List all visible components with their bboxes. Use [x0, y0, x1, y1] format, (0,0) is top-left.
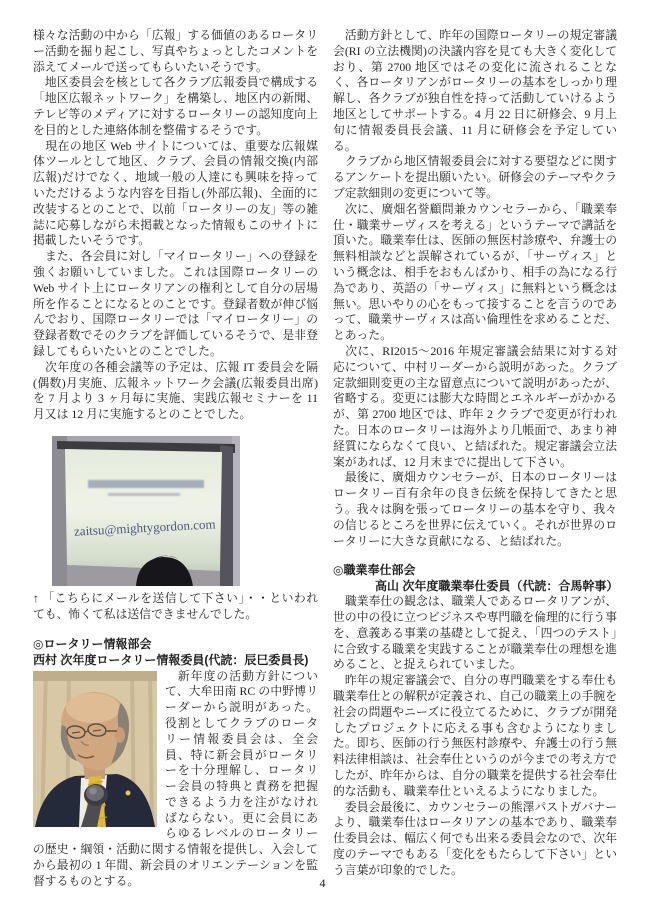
paragraph: 様々な活動の中から「広報」する価値のあるロータリー活動を掘り起こし、写真やちょっとしたコメントを添えてメールで送ってもらいたいそうです。	[33, 28, 318, 74]
rotary-info-section-body	[33, 669, 318, 890]
section-subheading-rotary-info: 西村 次年度ロータリー情報委員(代読：辰巳委員長)	[33, 652, 309, 667]
right-column	[333, 28, 617, 890]
projection-screen	[65, 449, 222, 571]
screen-email-text: zaitsu@mightygordon.com	[73, 516, 216, 539]
lapel-pin	[126, 790, 131, 795]
paragraph: 次年度の各種会議等の予定は、広報 IT 委員会を隔(偶数)月実施、広報ネットワーク会議(広報委員出席)を 7 月より 3 ヶ月毎に実施、実践広報セミナーを 11 月又は 12 月に実施するとのことでした。	[33, 359, 318, 422]
left-column	[33, 28, 318, 890]
paragraph: また、各会員に対し「マイロータリー」への登録を強くお願いしていました。これは国際ロータリーの Web サイト上にロータリアンの権利として自分の居場所を作ることになるとのことです。登録者数が伸び悩んでおり、国際ロータリーでは「マイロータリー」の登録者数でそのクラブを評価しているそうで、是非登録してもらいたいとのことでした。	[33, 249, 318, 358]
section-heading-vocational-service: ◎職業奉仕部会	[333, 563, 416, 578]
paragraph: 現在の地区 Web サイトについては、重要な広報媒体ツールとして地区、クラブ、会員の情報交換(内部広報)だけでなく、地域一般の人達にも興味を持っていただけるような内容を目指し(外部広報)、全面的に改装するとのことで、以前「ロータリーの友」等の雑誌に応募しながら未掲載となった情報もこのサイトに掲載したいそうです。	[33, 138, 318, 248]
paragraph: 次に、RI2015～2016 年規定審議会結果に対する対応について、中村リーダーから説明があった。クラブ定款細則変更の主な留意点について説明があったが、省略する。変更には膨大な時間とエネルギーがかかるが、第 2700 地区では、昨年 2 クラブで変更が行われた。日本のロータリーは海外より几帳面で、あまり神経質にならなくて良い、と結ばれた。規定審議会立法案があれば、12 月末までに提出して下さい。	[333, 343, 617, 469]
projector-screen-photo	[52, 436, 240, 586]
photo-caption: ↑ 「こちらにメールを送信して下さい」・・といわれても、怖くて私は送信できませんでした。	[33, 590, 318, 621]
rotary-info-body-text: 新年度の活動方針について、大牟田南 RC の中野博リーダーから説明があった。役割としてクラブのロータリー情報委員会は、全会員、特に新会員がロータリーを十分理解し、ロータリー会員の特典と責務を把握できるよう力を注がなければならない。更に会員にあらゆるレベルのロータリーの歴史・綱領・活動に関する情報を提供し、入会してから最初の 1 年間、新会員のオリエンテーションを監督するものとする。	[33, 668, 318, 888]
two-column-layout	[33, 28, 617, 890]
section-subheading-vocational-service: 高山 次年度職業奉仕委員（代読：合馬幹事）	[375, 579, 619, 594]
paragraph: 地区委員会を核として各クラブ広報委員で構成する「地区広報ネットワーク」を構築し、地区内の新聞、テレビ等のメディアに対するロータリーの認知度向上を目的とした連絡体制を整備するそうです。	[33, 75, 318, 137]
paragraph: 活動方針として、昨年の国際ロータリーの規定審議会(RI の立法機関)の決議内容を見ても大きく変化しており、第 2700 地区ではその変化に流されることなく、各ロータリアンがロータリーの基本をしっかり理解し、各クラブが独自性を持って活動していけるよう地区としてサポートする。4 月 22 日に研修会、9 月上旬に情報委員長会議、11 月に研修会を予定している。	[333, 28, 617, 153]
paragraph: 委員会最後に、カウンセラーの熊澤パストガバナーより、職業奉仕はロータリアンの基本であり、職業奉仕委員会は、幅広く何でも出来る委員会なので、次年度のテーマでもある「変化をもたらして下さい」という言葉が印象的でした。	[333, 799, 617, 877]
page-number: 4	[319, 876, 326, 890]
paragraph: 職業奉仕の観念は、職業人であるロータリアンが、世の中の役に立つビジネスや専門職を倫理的に行う事を、意義ある事業の基礎として捉え、「四つのテスト」に合致する職業を実践することが職業奉仕の理想を進めること、と捉えられていました。	[333, 594, 617, 672]
paragraph: クラブから地区情報委員会に対する要望などに関するアンケートを提出願いたい。研修会のテーマやクラブ定款細則の変更について等。	[333, 154, 617, 200]
paragraph: 最後に、廣畑カウンセラーが、日本のロータリーはロータリー百有余年の良き伝統を保持してきたと思う。我々は胸を張ってロータリーの基本を守り、我々の信じるところを世界に伝えていく。それが世界のロータリーに大きな貢献になる、と結ばれた。	[333, 470, 617, 548]
paragraph: 昨年の規定審議会で、自分の専門職業をする奉仕も職業奉仕との解釈が定義され、自己の職業上の手腕を社会の問題やニーズに役立てるために、クラブが開発したプロジェクトに応える事も含むようになりました。即ち、医師の行う無医村診療や、弁護士の行う無料法律相談は、社会奉仕というのが今までの考え方でしたが、昨年からは、自分の職業を提供する社会奉仕的な活動も、職業奉仕といえるようになりました。	[333, 673, 617, 798]
speaker-photo	[33, 671, 157, 827]
section-heading-rotary-info: ◎ロータリー情報部会	[33, 636, 152, 651]
paragraph: 次に、廣畑名誉顧問兼カウンセラーから、「職業奉仕・職業サーヴィスを考える」というテーマで講話を頂いた。職業奉仕は、医師の無医村診療や、弁護士の無料相談などと誤解されているが、「サーヴィス」という概念は、相手をおもんばかり、相手の為になる行為であり、英語の「サーヴィス」に無料という概念は無い。思いやりの心をもって接することを言うのであって、職業サーヴィスは高い倫理性を求めることだ、とあった。	[333, 201, 617, 343]
